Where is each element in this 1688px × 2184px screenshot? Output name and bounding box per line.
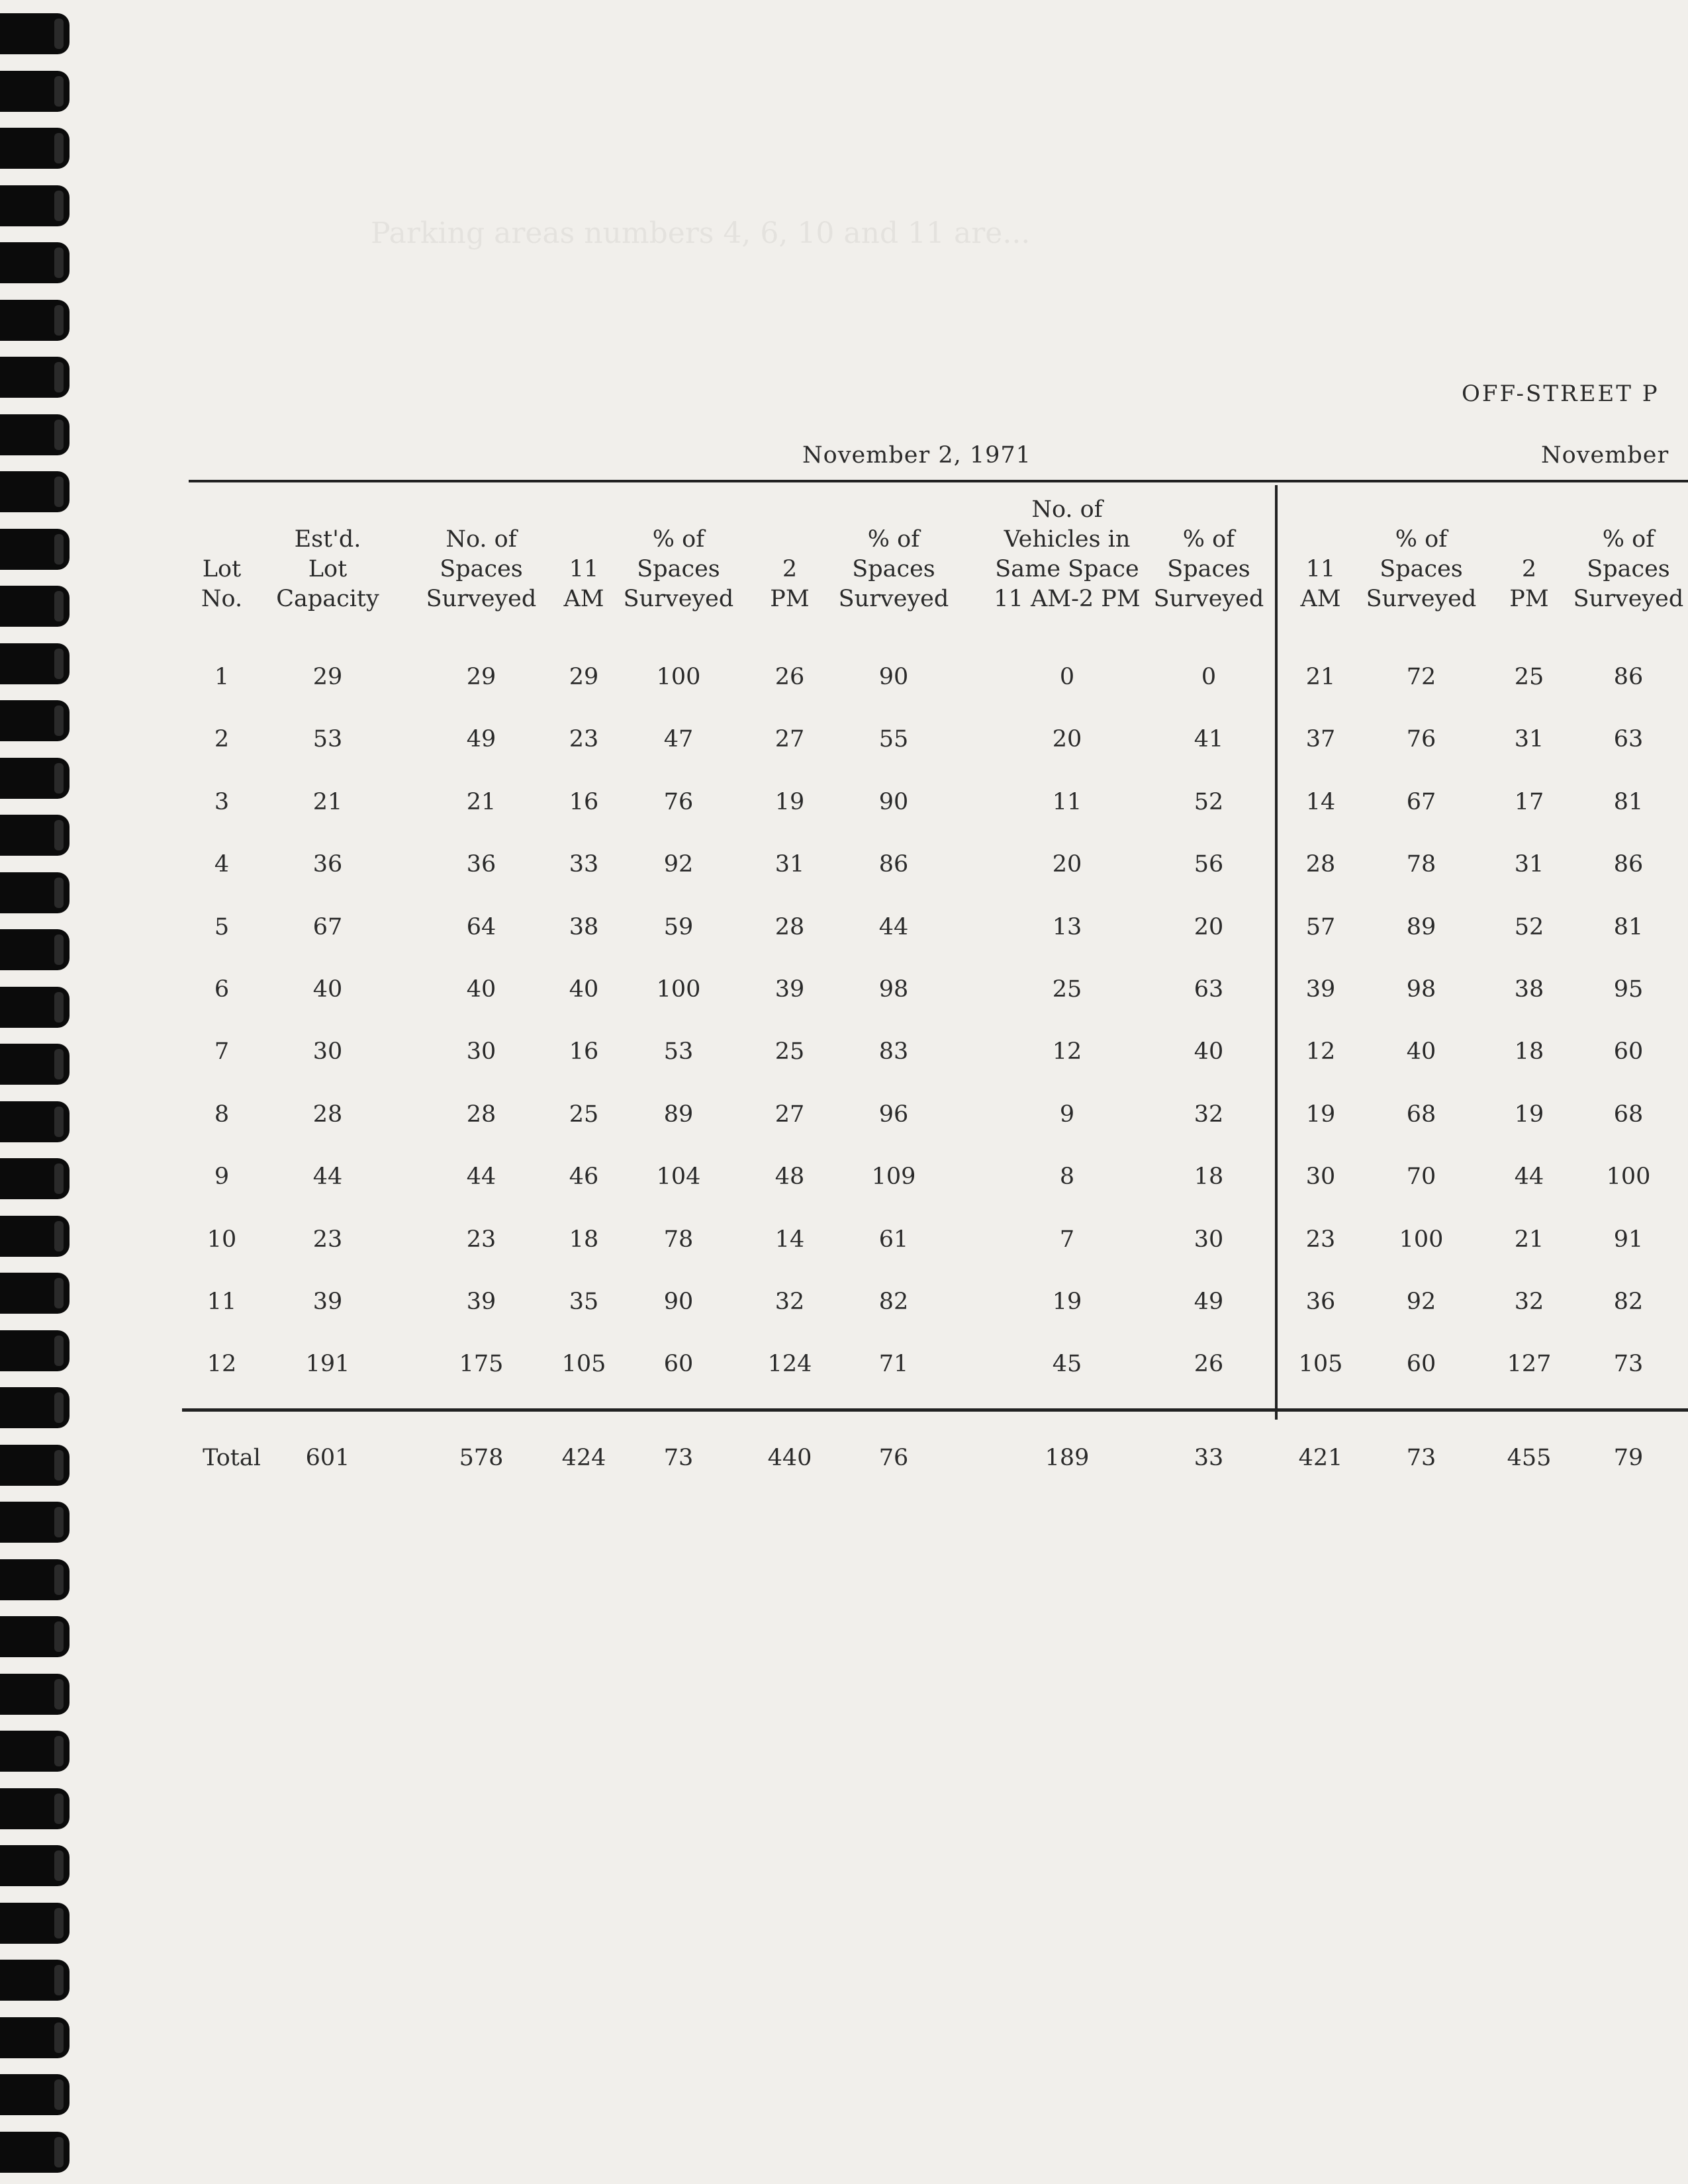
cell-am2: 14 [1305,788,1336,815]
binding-coil [0,71,70,112]
cell-capacity: 21 [312,788,343,815]
binding-coil [0,586,70,627]
cell-lot: 3 [214,788,230,815]
total-am1: 424 [561,1445,606,1471]
cell-pct_am2: 68 [1406,1101,1436,1128]
total-pm1: 440 [767,1445,812,1471]
cell-am2: 105 [1298,1351,1343,1378]
cell-pm2: 21 [1514,1226,1544,1253]
column-header-same: Same Space [995,556,1139,582]
cell-pct_am2: 67 [1406,788,1436,815]
cell-am1: 38 [569,913,599,940]
total-pct_am2: 73 [1406,1445,1436,1471]
cell-pct_same: 30 [1194,1226,1224,1253]
cell-pct_am1: 89 [663,1101,694,1128]
cell-same: 45 [1052,1351,1082,1378]
cell-pct_same: 56 [1194,851,1224,878]
cell-am2: 37 [1305,726,1336,753]
cell-same: 13 [1052,913,1082,940]
cell-pct_pm2: 91 [1613,1226,1644,1253]
cell-pm2: 17 [1514,788,1544,815]
cell-pm2: 44 [1514,1163,1544,1191]
cell-surveyed: 40 [466,976,496,1003]
cell-pm1: 48 [774,1163,805,1191]
binding-coil [0,1616,70,1657]
cell-am1: 35 [569,1289,599,1315]
column-header-same: Vehicles in [1004,526,1131,553]
binding-coil [0,471,70,512]
cell-pct_pm2: 63 [1613,726,1644,753]
column-header-pct_pm1: % of [867,526,920,553]
column-header-capacity: Lot [308,556,348,582]
binding-coil [0,242,70,283]
table-row [0,1035,1688,1068]
table-row [0,848,1688,881]
column-header-pct_pm2: % of [1602,526,1655,553]
cell-am1: 40 [569,976,599,1003]
total-pct_am1: 73 [663,1445,694,1471]
column-header-capacity: Capacity [276,586,379,612]
cell-pm1: 32 [774,1289,805,1315]
cell-pm2: 31 [1514,726,1544,753]
cell-pm1: 31 [774,851,805,878]
cell-pct_pm1: 55 [878,726,909,753]
cell-lot: 6 [214,976,230,1003]
cell-pm1: 14 [774,1226,805,1253]
cell-am2: 28 [1305,851,1336,878]
cell-lot: 9 [214,1163,230,1191]
cell-lot: 1 [214,664,230,690]
cell-pct_am1: 60 [663,1351,694,1378]
bottom-rule [182,1408,1688,1412]
cell-capacity: 23 [312,1226,343,1253]
column-header-surveyed: No. of [445,526,517,553]
total-pm2: 455 [1507,1445,1552,1471]
cell-pm2: 127 [1507,1351,1552,1378]
column-header-pm2: PM [1509,586,1549,612]
cell-pct_pm1: 61 [878,1226,909,1253]
cell-lot: 10 [207,1226,237,1253]
column-header-pct_am2: Surveyed [1366,586,1477,612]
cell-lot: 8 [214,1101,230,1128]
binding-coil [0,1559,70,1600]
table-row-total [0,1441,1688,1475]
cell-pct_same: 32 [1194,1101,1224,1128]
cell-same: 8 [1059,1163,1075,1191]
cell-pct_pm1: 86 [878,851,909,878]
binding-coil [0,2132,70,2173]
cell-am2: 21 [1305,664,1336,690]
cell-surveyed: 175 [459,1351,504,1378]
binding-coil [0,128,70,169]
column-header-pct_same: Spaces [1167,556,1250,582]
cell-pct_pm1: 109 [871,1163,916,1191]
binding-coil [0,1845,70,1886]
binding-coil [0,1731,70,1772]
cell-pm2: 18 [1514,1038,1544,1066]
column-header-pct_same: % of [1182,526,1235,553]
cell-pct_pm1: 83 [878,1038,909,1066]
cell-surveyed: 23 [466,1226,496,1253]
cell-same: 12 [1052,1038,1082,1066]
cell-pct_am1: 92 [663,851,694,878]
cell-capacity: 53 [312,726,343,753]
cell-am1: 33 [569,851,599,878]
binding-coil [0,1502,70,1543]
cell-am2: 19 [1305,1101,1336,1128]
cell-lot: 4 [214,851,230,878]
cell-am2: 39 [1305,976,1336,1003]
cell-pm1: 27 [774,726,805,753]
binding-coil [0,414,70,455]
cell-pct_am2: 72 [1406,664,1436,690]
cell-lot: 2 [214,726,230,753]
cell-surveyed: 21 [466,788,496,815]
cell-capacity: 36 [312,851,343,878]
cell-capacity: 29 [312,664,343,690]
cell-pct_pm2: 81 [1613,788,1644,815]
spiral-binding [0,0,79,2184]
cell-surveyed: 28 [466,1101,496,1128]
cell-capacity: 30 [312,1038,343,1066]
cell-pct_same: 49 [1194,1289,1224,1315]
cell-pct_pm2: 82 [1613,1289,1644,1315]
total-capacity: 601 [305,1445,350,1471]
cell-capacity: 191 [305,1351,350,1378]
cell-pct_pm2: 100 [1606,1163,1651,1191]
cell-pct_am2: 78 [1406,851,1436,878]
column-header-lot: No. [201,586,243,612]
cell-capacity: 40 [312,976,343,1003]
table-row [0,1285,1688,1318]
cell-pct_pm2: 86 [1613,851,1644,878]
cell-same: 11 [1052,788,1082,815]
total-pct_pm2: 79 [1613,1445,1644,1471]
binding-coil [0,2017,70,2058]
cell-same: 19 [1052,1289,1082,1315]
cell-pct_pm1: 82 [878,1289,909,1315]
cell-pct_same: 41 [1194,726,1224,753]
table-row [0,1098,1688,1131]
binding-coil [0,1387,70,1428]
cell-same: 9 [1059,1101,1075,1128]
column-header-capacity: Est'd. [294,526,361,553]
cell-pct_am2: 76 [1406,726,1436,753]
cell-pct_pm1: 90 [878,788,909,815]
total-pct_pm1: 76 [878,1445,909,1471]
cell-pct_same: 52 [1194,788,1224,815]
cell-pm1: 19 [774,788,805,815]
cell-pct_pm1: 71 [878,1351,909,1378]
cell-pm2: 32 [1514,1289,1544,1315]
cell-pct_same: 26 [1194,1351,1224,1378]
cell-pm2: 25 [1514,664,1544,690]
cell-pm1: 124 [767,1351,812,1378]
cell-pct_am1: 100 [656,976,701,1003]
binding-coil [0,2074,70,2115]
cell-pct_same: 63 [1194,976,1224,1003]
table-row [0,1347,1688,1381]
cell-pm1: 27 [774,1101,805,1128]
top-rule [189,480,1688,482]
cell-pct_pm2: 68 [1613,1101,1644,1128]
cell-pm1: 25 [774,1038,805,1066]
cell-am1: 46 [569,1163,599,1191]
cell-pct_am2: 98 [1406,976,1436,1003]
column-header-surveyed: Surveyed [426,586,537,612]
table-title: OFF-STREET P [1462,381,1660,407]
cell-pct_am1: 59 [663,913,694,940]
column-header-am1: 11 [569,556,599,582]
cell-capacity: 28 [312,1101,343,1128]
column-header-pct_pm1: Surveyed [838,586,949,612]
column-header-same: No. of [1031,496,1103,523]
cell-pct_am2: 92 [1406,1289,1436,1315]
cell-am1: 23 [569,726,599,753]
column-header-pm1: 2 [782,556,798,582]
column-header-am1: AM [563,586,604,612]
column-header-pct_am1: Surveyed [623,586,734,612]
cell-am1: 18 [569,1226,599,1253]
survey-date-left: November 2, 1971 [802,442,1031,469]
cell-lot: 7 [214,1038,230,1066]
cell-pct_am1: 78 [663,1226,694,1253]
cell-pm2: 52 [1514,913,1544,940]
column-header-pct_pm1: Spaces [852,556,935,582]
cell-am2: 36 [1305,1289,1336,1315]
cell-surveyed: 29 [466,664,496,690]
cell-am1: 25 [569,1101,599,1128]
cell-pct_same: 0 [1201,664,1217,690]
cell-pct_am1: 104 [656,1163,701,1191]
column-header-pct_same: Surveyed [1153,586,1264,612]
cell-am1: 29 [569,664,599,690]
cell-pct_am2: 40 [1406,1038,1436,1066]
table-row [0,723,1688,756]
cell-pct_pm1: 98 [878,976,909,1003]
cell-capacity: 67 [312,913,343,940]
cell-pm1: 28 [774,913,805,940]
total-label: Total [203,1445,261,1471]
bleed-through-text: Parking areas numbers 4, 6, 10 and 11 are... [371,216,1031,250]
cell-pct_pm2: 86 [1613,664,1644,690]
cell-pct_am1: 47 [663,726,694,753]
cell-pm2: 38 [1514,976,1544,1003]
cell-am1: 105 [561,1351,606,1378]
binding-coil [0,13,70,54]
cell-am1: 16 [569,1038,599,1066]
cell-same: 20 [1052,726,1082,753]
cell-lot: 12 [207,1351,237,1378]
cell-surveyed: 49 [466,726,496,753]
date-divider [1275,485,1278,1420]
table-row [0,911,1688,944]
cell-surveyed: 30 [466,1038,496,1066]
cell-pm1: 26 [774,664,805,690]
column-header-pct_pm2: Surveyed [1573,586,1684,612]
cell-pct_am1: 76 [663,788,694,815]
table-row [0,973,1688,1006]
cell-am2: 30 [1305,1163,1336,1191]
cell-pct_am1: 53 [663,1038,694,1066]
binding-coil [0,357,70,398]
survey-date-right: November [1541,442,1669,469]
cell-same: 20 [1052,851,1082,878]
cell-lot: 11 [207,1289,237,1315]
cell-pct_pm1: 90 [878,664,909,690]
column-header-am2: AM [1300,586,1341,612]
cell-surveyed: 64 [466,913,496,940]
binding-coil [0,300,70,341]
total-pct_same: 33 [1194,1445,1224,1471]
cell-pm2: 19 [1514,1101,1544,1128]
cell-surveyed: 36 [466,851,496,878]
cell-pct_am2: 70 [1406,1163,1436,1191]
cell-pct_same: 20 [1194,913,1224,940]
cell-am2: 23 [1305,1226,1336,1253]
cell-pct_pm1: 44 [878,913,909,940]
column-header-pm1: PM [770,586,810,612]
column-header-lot: Lot [202,556,242,582]
column-header-pct_am1: Spaces [637,556,720,582]
column-header-pct_am1: % of [652,526,705,553]
column-header-pct_pm2: Spaces [1587,556,1670,582]
column-header-pct_am2: Spaces [1380,556,1463,582]
cell-pm2: 31 [1514,851,1544,878]
column-header-surveyed: Spaces [440,556,523,582]
cell-surveyed: 44 [466,1163,496,1191]
column-header-pct_am2: % of [1395,526,1448,553]
table-row [0,660,1688,694]
cell-lot: 5 [214,913,230,940]
cell-same: 7 [1059,1226,1075,1253]
cell-pct_same: 18 [1194,1163,1224,1191]
cell-capacity: 39 [312,1289,343,1315]
total-surveyed: 578 [459,1445,504,1471]
table-row [0,786,1688,819]
cell-surveyed: 39 [466,1289,496,1315]
cell-pct_same: 40 [1194,1038,1224,1066]
cell-pm1: 39 [774,976,805,1003]
cell-am2: 57 [1305,913,1336,940]
column-header-am2: 11 [1305,556,1336,582]
cell-pct_am2: 100 [1399,1226,1444,1253]
total-am2: 421 [1298,1445,1343,1471]
binding-coil [0,1960,70,2001]
cell-capacity: 44 [312,1163,343,1191]
cell-pct_am1: 90 [663,1289,694,1315]
cell-pct_am2: 89 [1406,913,1436,940]
cell-pct_pm2: 60 [1613,1038,1644,1066]
column-header-pm2: 2 [1521,556,1537,582]
cell-pct_pm2: 95 [1613,976,1644,1003]
binding-coil [0,529,70,570]
binding-coil [0,185,70,226]
binding-coil [0,1788,70,1829]
binding-coil [0,1903,70,1944]
cell-pct_am1: 100 [656,664,701,690]
binding-coil [0,1674,70,1715]
cell-am2: 12 [1305,1038,1336,1066]
table-row [0,1160,1688,1193]
table-row [0,1223,1688,1256]
column-header-same: 11 AM-2 PM [994,586,1141,612]
cell-pct_pm2: 81 [1613,913,1644,940]
cell-same: 25 [1052,976,1082,1003]
cell-same: 0 [1059,664,1075,690]
cell-pct_pm2: 73 [1613,1351,1644,1378]
cell-pct_pm1: 96 [878,1101,909,1128]
cell-pct_am2: 60 [1406,1351,1436,1378]
cell-am1: 16 [569,788,599,815]
total-same: 189 [1045,1445,1090,1471]
